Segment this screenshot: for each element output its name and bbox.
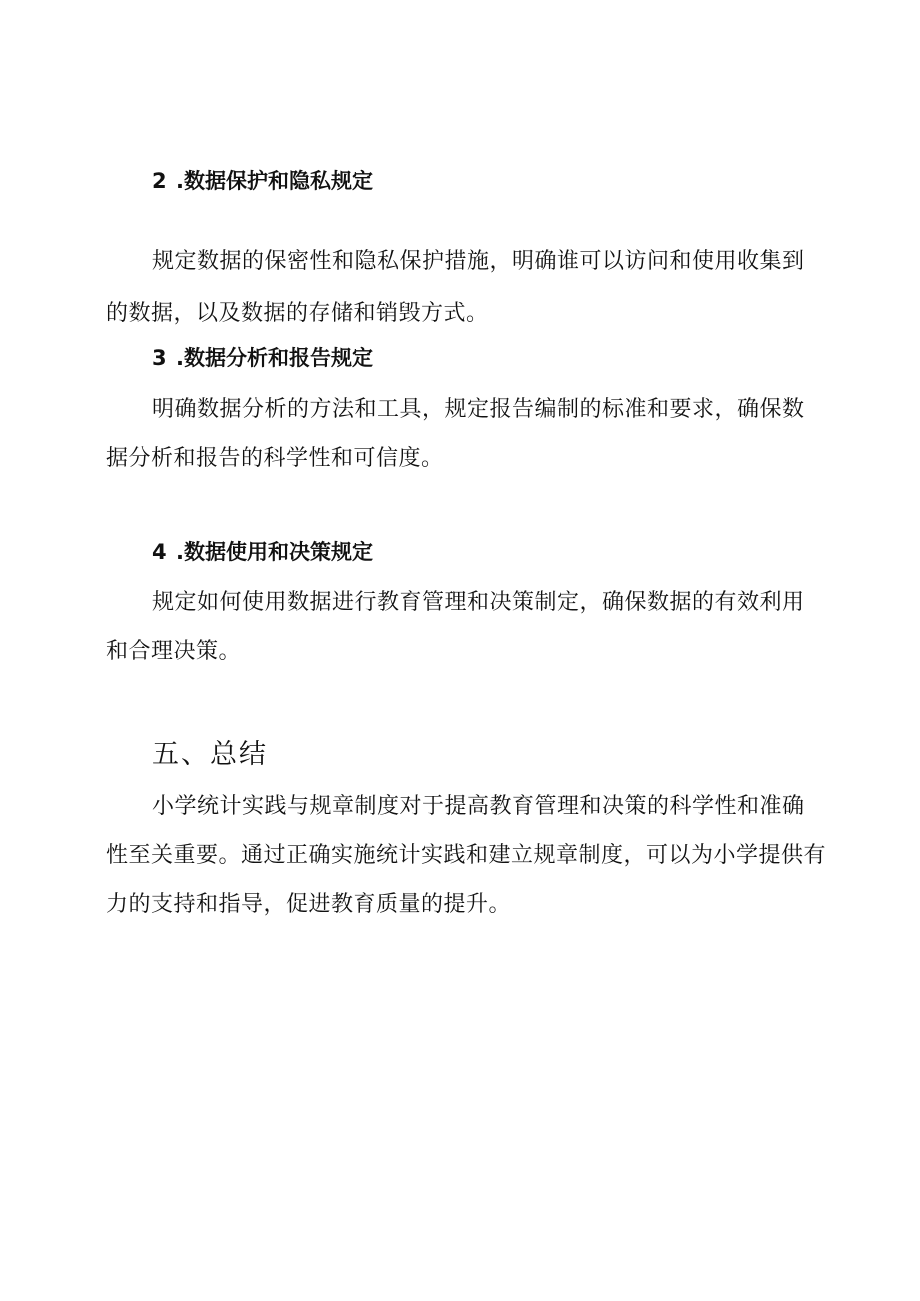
summary-section — [106, 737, 826, 773]
section-paragraph: 规定数据的保密性和隐私保护措施，明确谁可以访问和使用收集到的数据，以及数据的存储和销毁方式。 — [106, 249, 805, 326]
section-paragraph: 明确数据分析的方法和工具，规定报告编制的标准和要求，确保数据分析和报告的科学性和可信度。 — [106, 397, 805, 471]
section-2-body — [106, 236, 826, 340]
summary-paragraph: 小学统计实践与规章制度对于提高教育管理和决策的科学性和准确性至关重要。通过正确实施统计实践和建立规章制度，可以为小学提供有力的支持和指导，促进教育质量的提升。 — [106, 794, 827, 917]
section-number: 2 — [152, 169, 167, 193]
section-title: .数据分析和报告规定 — [176, 346, 373, 370]
section-4 — [106, 537, 826, 567]
section-2 — [106, 166, 826, 196]
section-4-body — [106, 578, 826, 676]
summary-title: 五、总结 — [152, 739, 268, 770]
section-3 — [106, 343, 826, 373]
section-heading — [106, 343, 826, 373]
section-heading — [106, 537, 826, 567]
section-title: .数据保护和隐私规定 — [176, 169, 373, 193]
section-title: .数据使用和决策规定 — [176, 540, 373, 564]
section-heading — [106, 166, 826, 196]
section-number: 4 — [152, 540, 167, 564]
section-number: 3 — [152, 346, 167, 370]
section-3-body — [106, 385, 826, 483]
section-paragraph: 规定如何使用数据进行教育管理和决策制定，确保数据的有效利用和合理决策。 — [106, 590, 805, 664]
summary-body — [106, 782, 826, 929]
